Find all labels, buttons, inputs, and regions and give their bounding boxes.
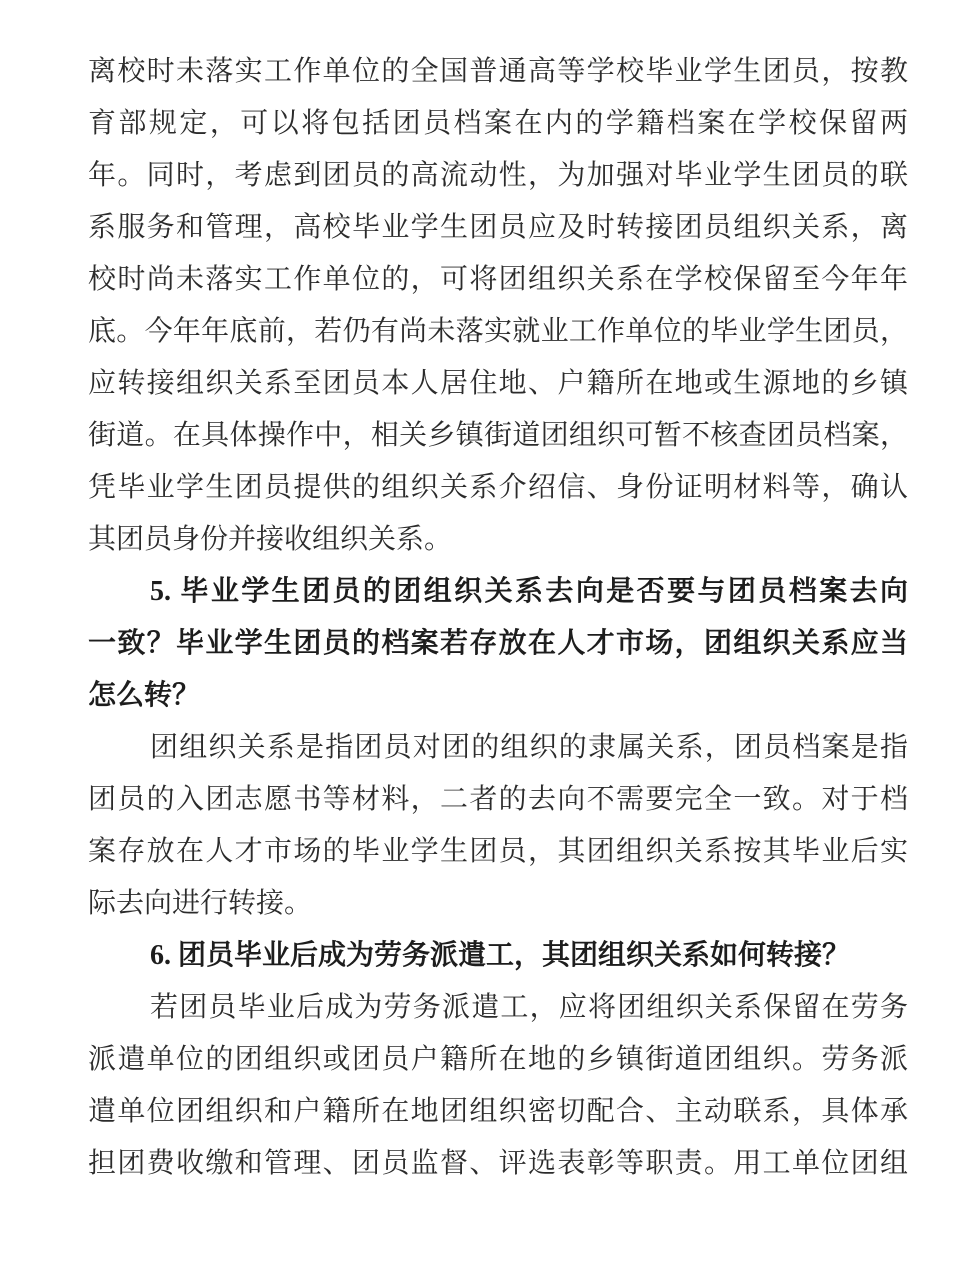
text-line: 6. 团员毕业后成为劳务派遣工，其团组织关系如何转接？	[150, 940, 851, 971]
text-line: 团员的入团志愿书等材料，二者的去向不需要完全一致。对于档	[88, 784, 908, 815]
paragraph-answer-5	[88, 722, 908, 930]
paragraph-question-5	[88, 566, 908, 722]
text-line: 凭毕业学生团员提供的组织关系介绍信、身份证明材料等，确认	[88, 472, 908, 503]
text-line: 遣单位团组织和户籍所在地团组织密切配合、主动联系，具体承	[88, 1096, 908, 1127]
text-line: 应转接组织关系至团员本人居住地、户籍所在地或生源地的乡镇	[88, 368, 908, 399]
text-line: 离校时未落实工作单位的全国普通高等学校毕业学生团员，按教	[88, 56, 908, 87]
text-line: 系服务和管理，高校毕业学生团员应及时转接团员组织关系，离	[88, 212, 908, 243]
paragraph-answer-6	[88, 982, 908, 1190]
text-line: 派遣单位的团组织或团员户籍所在地的乡镇街道团组织。劳务派	[88, 1044, 908, 1075]
text-line: 团组织关系是指团员对团的组织的隶属关系，团员档案是指	[150, 732, 908, 763]
text-line: 担团费收缴和管理、团员监督、评选表彰等职责。用工单位团组	[88, 1148, 908, 1179]
text-line: 5. 毕业学生团员的团组织关系去向是否要与团员档案去向	[150, 576, 908, 607]
paragraph-question-6	[88, 930, 908, 982]
text-line: 一致？毕业学生团员的档案若存放在人才市场，团组织关系应当	[88, 628, 908, 659]
text-line: 若团员毕业后成为劳务派遣工，应将团组织关系保留在劳务	[150, 992, 908, 1023]
text-line: 育部规定，可以将包括团员档案在内的学籍档案在学校保留两	[88, 108, 908, 139]
text-line: 底。今年年底前，若仍有尚未落实就业工作单位的毕业学生团员，	[88, 316, 908, 347]
paragraph-answer-4-continuation	[88, 46, 908, 566]
text-line: 校时尚未落实工作单位的，可将团组织关系在学校保留至今年年	[88, 264, 908, 295]
text-line: 际去向进行转接。	[88, 888, 313, 919]
text-line: 年。同时，考虑到团员的高流动性，为加强对毕业学生团员的联	[88, 160, 908, 191]
text-line: 街道。在具体操作中，相关乡镇街道团组织可暂不核查团员档案，	[88, 420, 908, 451]
text-line: 怎么转？	[88, 680, 201, 711]
text-line: 案存放在人才市场的毕业学生团员，其团组织关系按其毕业后实	[88, 836, 908, 867]
text-line: 其团员身份并接收组织关系。	[88, 524, 453, 555]
